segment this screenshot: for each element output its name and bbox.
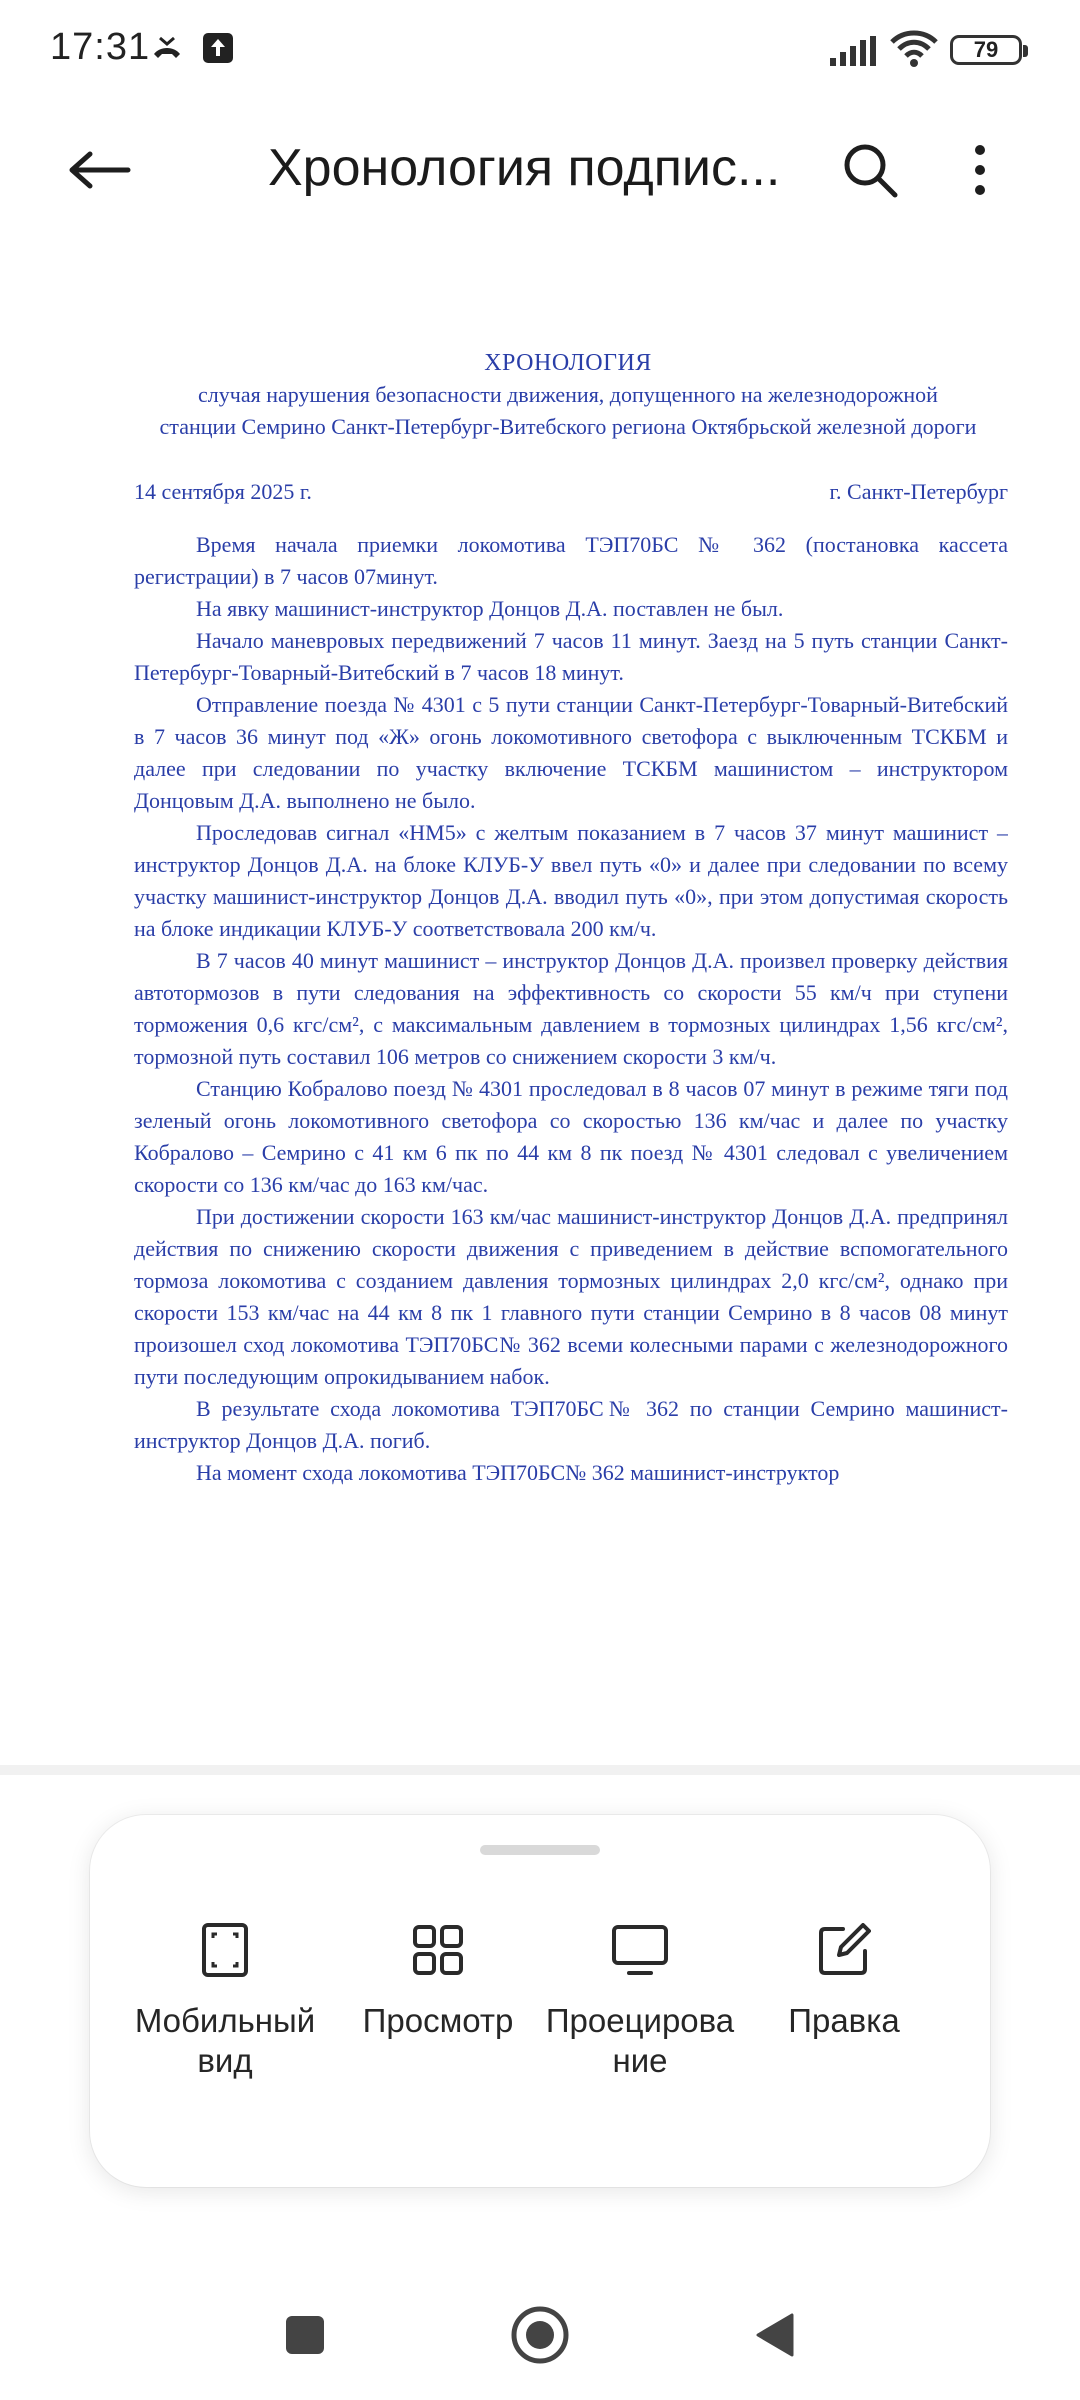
document-meta-row: [128, 479, 1008, 505]
document-date: 14 сентября 2025 г.: [134, 479, 312, 504]
document-paragraph: Проследовав сигнал «НМ5» с желтым показанием в 7 часов 37 минут машинист – инструктор Донцов Д.А. на блоке КЛУБ-У ввел путь «0» и далее при следовании по всему участку машинист-инструктор Донцов Д.А. вводил путь «0», при этом допустимая скорость на блоке индикации КЛУБ-У соответствовала 200 км/ч.: [134, 820, 1008, 941]
battery-icon: [950, 35, 1022, 65]
recents-square-icon: [284, 2314, 326, 2356]
more-options-button[interactable]: [940, 130, 1020, 210]
more-vert-icon: [972, 144, 988, 196]
preview-button[interactable]: [338, 1915, 538, 2115]
edit-icon: [817, 1923, 871, 1977]
mobile-view-button[interactable]: [125, 1915, 325, 2115]
document-paragraph: На момент схода локомотива ТЭП70БС№ 362 машинист-инструктор: [196, 1460, 840, 1485]
document-title: Хронология подпис...: [268, 139, 781, 197]
document-page[interactable]: [128, 335, 1008, 1755]
status-time: 17:31: [50, 26, 151, 68]
sheet-item-label: Мобильный вид: [134, 2002, 316, 2079]
document-paragraph: В результате схода локомотива ТЭП70БС№ 362 по станции Семрино машинист-инструктор Донцов Д.А. погиб.: [134, 1396, 1008, 1453]
sheet-item-label: Просмотр: [362, 2002, 514, 2039]
wifi-icon: [890, 30, 938, 73]
document-city: г. Санкт-Петербург: [829, 479, 1008, 504]
status-bar: [0, 0, 1080, 100]
back-arrow-icon: [68, 150, 132, 190]
battery-level: 79: [973, 37, 999, 62]
document-paragraph: Время начала приемки локомотива ТЭП70БС № 362 (постановка кассета регистрации) в 7 часов 07минут.: [134, 532, 1008, 589]
recents-button[interactable]: [260, 2290, 350, 2380]
document-paragraph: Станцию Кобралово поезд № 4301 проследовал в 8 часов 07 минут в режиме тяги под зеленый огонь локомотивного светофора со скоростью 136 км/час и далее по участку Кобралово – Семрино с 41 км 6 пк по 44 км 8 пк поезд № 4301 следовал с увеличением скорости со 136 км/час до 163 км/час.: [134, 1076, 1008, 1197]
sheet-drag-handle[interactable]: [480, 1845, 600, 1855]
document-paragraph: На явку машинист-инструктор Донцов Д.А. поставлен не был.: [196, 596, 784, 621]
upload-notification-icon: [202, 32, 234, 69]
document-paragraph: В 7 часов 40 минут машинист – инструктор Донцов Д.А. произвел проверку действия автотормозов в пути следования на эффективность со скорости 55 км/ч при ступени торможения 0,6 кгс/см², с максимальным давлением в тормозных цилиндрах 1,56 кгс/см², тормозной путь составил 106 метров со снижением скорости 3 км/ч.: [134, 948, 1008, 1069]
back-triangle-icon: [754, 2311, 796, 2359]
document-paragraph: Начало маневровых передвижений 7 часов 11 минут. Заезд на 5 путь станции Санкт-Петербург-Товарный-Витебский в 7 часов 18 минут.: [134, 628, 1008, 685]
nav-back-button[interactable]: [730, 2290, 820, 2380]
page-separator: [0, 1765, 1080, 1775]
view-mode-sheet: [90, 1815, 990, 2187]
home-button[interactable]: [495, 2290, 585, 2380]
top-app-bar: [0, 100, 1080, 240]
mobile-view-icon: [201, 1922, 249, 1978]
document-paragraph: При достижении скорости 163 км/час машинист-инструктор Донцов Д.А. предпринял действия по снижению скорости движения с приведением в действие вспомогательного тормоза локомотива с созданием давления тормозных цилиндрах 2,0 кгс/см², однако при скорости 153 км/час на 44 км 8 пк 1 главного пути станции Семрино в 8 часов 08 минут произошел сход локомотива ТЭП70БС№ 362 всеми колесными парами с железнодорожного пути последующим опрокидыванием набок.: [134, 1204, 1008, 1389]
missed-call-icon: [150, 32, 184, 71]
search-button[interactable]: [830, 130, 910, 210]
home-circle-icon: [510, 2305, 570, 2365]
edit-button[interactable]: [744, 1915, 944, 2115]
grid-view-icon: [412, 1924, 464, 1976]
back-button[interactable]: [60, 130, 140, 210]
search-icon: [841, 141, 899, 199]
signal-icon: [830, 36, 878, 71]
document-paragraph: Отправление поезда № 4301 с 5 пути станции Санкт-Петербург-Товарный-Витебский в 7 часов 36 минут под «Ж» огонь локомотивного светофора с выключенным ТСКБМ и далее при следовании по участку включение ТСКБМ машинистом – инструктором Донцовым Д.А. выполнено не было.: [134, 692, 1008, 813]
document-subtitle: случая нарушения безопасности движения, допущенного на железнодорожной станции Семрино Санкт-Петербург-Витебского региона Октябрьской железной дороги: [159, 382, 977, 439]
sheet-item-label: Проецирова ние: [545, 2002, 735, 2079]
document-heading: ХРОНОЛОГИЯ: [484, 350, 652, 376]
projection-button[interactable]: [540, 1915, 740, 2115]
sheet-item-label: Правка: [788, 2002, 900, 2039]
monitor-icon: [611, 1924, 669, 1976]
system-navigation-bar: [0, 2270, 1080, 2400]
